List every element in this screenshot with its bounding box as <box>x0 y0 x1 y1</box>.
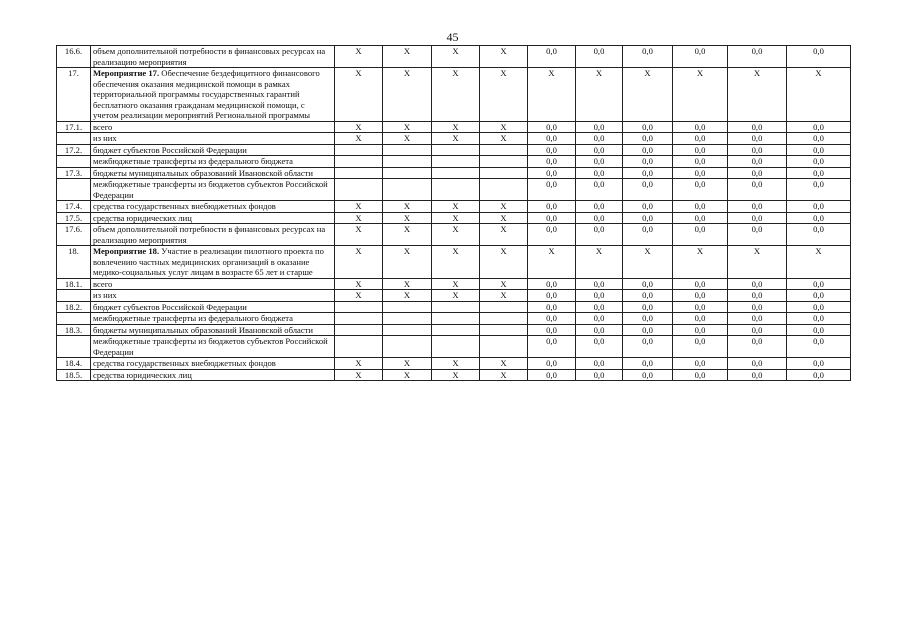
value-cell: 0,0 <box>576 133 623 145</box>
row-number <box>57 179 91 201</box>
value-cell: 0,0 <box>528 179 576 201</box>
row-description <box>91 133 335 145</box>
value-cell: 0,0 <box>623 121 673 133</box>
row-description <box>91 278 335 290</box>
table-row <box>57 369 851 381</box>
value-cell: 0,0 <box>623 179 673 201</box>
row-description <box>91 179 335 201</box>
value-cell: 0,0 <box>528 358 576 370</box>
value-cell: 0,0 <box>728 212 787 224</box>
value-cell: X <box>432 290 480 302</box>
value-cell: 0,0 <box>576 301 623 313</box>
value-cell: X <box>383 369 432 381</box>
value-cell: 0,0 <box>787 144 851 156</box>
value-cell: 0,0 <box>576 144 623 156</box>
row-number <box>57 290 91 302</box>
value-cell: 0,0 <box>673 46 728 68</box>
value-cell: X <box>335 358 383 370</box>
description-text: бюджеты муниципальных образований Ивановской области <box>93 167 314 178</box>
value-cell: 0,0 <box>528 156 576 168</box>
value-cell <box>432 144 480 156</box>
value-cell: 0,0 <box>528 46 576 68</box>
value-cell: 0,0 <box>576 313 623 325</box>
table-row <box>57 301 851 313</box>
table-row <box>57 167 851 179</box>
value-cell <box>383 156 432 168</box>
value-cell: X <box>432 121 480 133</box>
value-cell <box>432 167 480 179</box>
value-cell: 0,0 <box>673 336 728 358</box>
row-description <box>91 358 335 370</box>
value-cell: 0,0 <box>576 369 623 381</box>
value-cell <box>432 301 480 313</box>
value-cell <box>432 179 480 201</box>
value-cell <box>480 301 528 313</box>
table-row <box>57 156 851 168</box>
row-description <box>91 336 335 358</box>
value-cell: 0,0 <box>728 324 787 336</box>
row-number <box>57 313 91 325</box>
row-description <box>91 68 335 122</box>
description-text: средства юридических лиц <box>93 212 192 223</box>
value-cell: X <box>623 246 673 279</box>
row-description <box>91 156 335 168</box>
description-text: средства государственных внебюджетных фондов <box>93 358 276 368</box>
value-cell: 0,0 <box>623 358 673 370</box>
budget-table <box>56 45 851 381</box>
description-text: бюджет субъектов Российской Федерации <box>93 144 247 155</box>
value-cell: 0,0 <box>787 369 851 381</box>
value-cell: 0,0 <box>673 121 728 133</box>
value-cell: 0,0 <box>673 167 728 179</box>
description-text: Обеспечение бездефицитного финансового обеспечения оказания медицинской помощи в рамках территориальной программы государственных гарантий бесплатного оказания гражданам медицинской помощи, с учетом реализации мероприятий Региональной программы <box>93 68 320 120</box>
table-row <box>57 144 851 156</box>
value-cell: X <box>576 68 623 122</box>
value-cell: 0,0 <box>528 301 576 313</box>
value-cell: X <box>383 358 432 370</box>
description-text: бюджеты муниципальных образований Ивановской области <box>93 324 314 335</box>
value-cell <box>383 301 432 313</box>
value-cell: X <box>528 68 576 122</box>
value-cell: X <box>335 246 383 279</box>
value-cell: X <box>432 358 480 370</box>
value-cell <box>335 156 383 168</box>
value-cell: 0,0 <box>728 46 787 68</box>
value-cell: X <box>383 224 432 246</box>
value-cell: X <box>432 224 480 246</box>
value-cell: 0,0 <box>576 179 623 201</box>
value-cell: 0,0 <box>787 156 851 168</box>
value-cell: X <box>480 68 528 122</box>
value-cell <box>432 313 480 325</box>
value-cell: 0,0 <box>623 133 673 145</box>
value-cell: 0,0 <box>728 336 787 358</box>
table-row <box>57 133 851 145</box>
row-number: 17.6. <box>57 224 91 246</box>
row-number: 16.6. <box>57 46 91 68</box>
value-cell: 0,0 <box>576 212 623 224</box>
value-cell: X <box>383 201 432 213</box>
value-cell: 0,0 <box>787 212 851 224</box>
value-cell <box>335 324 383 336</box>
row-number: 18.3. <box>57 324 91 336</box>
row-number: 17.2. <box>57 144 91 156</box>
value-cell: 0,0 <box>728 156 787 168</box>
value-cell: 0,0 <box>528 313 576 325</box>
value-cell: X <box>480 133 528 145</box>
value-cell: 0,0 <box>673 313 728 325</box>
value-cell <box>383 144 432 156</box>
value-cell: 0,0 <box>576 324 623 336</box>
value-cell: 0,0 <box>673 179 728 201</box>
value-cell: 0,0 <box>787 224 851 246</box>
value-cell <box>480 336 528 358</box>
description-text: объем дополнительной потребности в финансовых ресурсах на реализацию мероприятия <box>93 46 326 67</box>
row-description <box>91 144 335 156</box>
table-row <box>57 179 851 201</box>
row-number <box>57 133 91 145</box>
value-cell: X <box>432 201 480 213</box>
value-cell: 0,0 <box>623 224 673 246</box>
row-number <box>57 156 91 168</box>
table-row <box>57 290 851 302</box>
row-number: 17.4. <box>57 201 91 213</box>
description-text: межбюджетные трансферты из бюджетов субъектов Российской Федерации <box>93 179 328 200</box>
value-cell <box>383 336 432 358</box>
value-cell: 0,0 <box>673 212 728 224</box>
value-cell: 0,0 <box>623 369 673 381</box>
value-cell: 0,0 <box>673 358 728 370</box>
table-row <box>57 121 851 133</box>
value-cell: 0,0 <box>728 301 787 313</box>
value-cell: 0,0 <box>576 290 623 302</box>
value-cell: X <box>432 212 480 224</box>
value-cell: 0,0 <box>623 46 673 68</box>
value-cell <box>480 144 528 156</box>
value-cell: X <box>673 68 728 122</box>
value-cell: 0,0 <box>528 369 576 381</box>
value-cell: 0,0 <box>528 324 576 336</box>
table-row <box>57 224 851 246</box>
value-cell: 0,0 <box>576 46 623 68</box>
value-cell: 0,0 <box>528 278 576 290</box>
description-text: бюджет субъектов Российской Федерации <box>93 301 247 312</box>
row-number: 18.1. <box>57 278 91 290</box>
value-cell: X <box>335 224 383 246</box>
value-cell: 0,0 <box>623 167 673 179</box>
value-cell: X <box>728 68 787 122</box>
value-cell: 0,0 <box>728 167 787 179</box>
value-cell: 0,0 <box>728 358 787 370</box>
value-cell <box>335 167 383 179</box>
value-cell: 0,0 <box>576 121 623 133</box>
value-cell: 0,0 <box>728 133 787 145</box>
value-cell: X <box>480 212 528 224</box>
table-row <box>57 212 851 224</box>
value-cell: 0,0 <box>528 167 576 179</box>
value-cell <box>335 301 383 313</box>
row-number: 18.2. <box>57 301 91 313</box>
value-cell: 0,0 <box>728 224 787 246</box>
value-cell: 0,0 <box>576 201 623 213</box>
table-row <box>57 358 851 370</box>
value-cell: 0,0 <box>787 336 851 358</box>
row-description <box>91 246 335 279</box>
value-cell: 0,0 <box>623 290 673 302</box>
value-cell <box>383 167 432 179</box>
value-cell: X <box>335 46 383 68</box>
value-cell: 0,0 <box>787 278 851 290</box>
value-cell: X <box>335 201 383 213</box>
description-text: межбюджетные трансферты из бюджетов субъектов Российской Федерации <box>93 336 328 357</box>
row-number: 18.5. <box>57 369 91 381</box>
value-cell <box>335 144 383 156</box>
row-number: 17.1. <box>57 121 91 133</box>
description-text: средства юридических лиц <box>93 369 192 380</box>
value-cell <box>480 313 528 325</box>
value-cell: 0,0 <box>576 167 623 179</box>
value-cell: X <box>383 290 432 302</box>
value-cell: 0,0 <box>728 278 787 290</box>
value-cell: 0,0 <box>623 144 673 156</box>
value-cell: 0,0 <box>623 301 673 313</box>
value-cell: 0,0 <box>787 358 851 370</box>
value-cell: X <box>787 68 851 122</box>
value-cell: X <box>480 224 528 246</box>
value-cell: X <box>480 46 528 68</box>
description-text: средства государственных внебюджетных фондов <box>93 201 276 211</box>
value-cell: 0,0 <box>528 290 576 302</box>
value-cell: 0,0 <box>528 144 576 156</box>
value-cell: X <box>383 121 432 133</box>
row-description <box>91 46 335 68</box>
description-text: из них <box>93 133 117 143</box>
description-text: Участие в реализации пилотного проекта по вовлечению частных медицинских организаций в оказание медико-социальных услуг лицам в возрасте 65 лет и старше <box>93 246 324 277</box>
value-cell: 0,0 <box>673 290 728 302</box>
row-description <box>91 224 335 246</box>
value-cell: 0,0 <box>623 201 673 213</box>
row-description <box>91 167 335 179</box>
value-cell: 0,0 <box>673 133 728 145</box>
value-cell: 0,0 <box>673 201 728 213</box>
value-cell: X <box>480 358 528 370</box>
value-cell: 0,0 <box>673 224 728 246</box>
value-cell: X <box>432 246 480 279</box>
value-cell: 0,0 <box>728 179 787 201</box>
table-row <box>57 201 851 213</box>
value-cell: 0,0 <box>623 278 673 290</box>
value-cell: X <box>576 246 623 279</box>
value-cell <box>335 179 383 201</box>
table-row <box>57 313 851 325</box>
value-cell: 0,0 <box>528 201 576 213</box>
value-cell: X <box>383 133 432 145</box>
value-cell: X <box>335 68 383 122</box>
value-cell: 0,0 <box>528 212 576 224</box>
value-cell: 0,0 <box>623 212 673 224</box>
value-cell: 0,0 <box>576 336 623 358</box>
value-cell: X <box>480 278 528 290</box>
value-cell: 0,0 <box>528 121 576 133</box>
value-cell <box>480 179 528 201</box>
description-text: всего <box>93 278 113 289</box>
value-cell: 0,0 <box>673 156 728 168</box>
value-cell: 0,0 <box>528 133 576 145</box>
value-cell: 0,0 <box>576 224 623 246</box>
description-text: межбюджетные трансферты из федерального бюджета <box>93 156 293 166</box>
value-cell: X <box>432 68 480 122</box>
table-row <box>57 336 851 358</box>
description-text: всего <box>93 121 113 132</box>
value-cell: 0,0 <box>787 167 851 179</box>
table-row <box>57 46 851 68</box>
value-cell: 0,0 <box>787 324 851 336</box>
value-cell <box>335 313 383 325</box>
value-cell: 0,0 <box>728 290 787 302</box>
row-description <box>91 313 335 325</box>
row-description <box>91 369 335 381</box>
row-number: 17. <box>57 68 91 122</box>
row-description <box>91 212 335 224</box>
value-cell: X <box>383 46 432 68</box>
value-cell: X <box>383 246 432 279</box>
measure-title: Мероприятие 18. <box>93 246 160 256</box>
description-text: из них <box>93 290 117 300</box>
row-number: 17.5. <box>57 212 91 224</box>
value-cell: 0,0 <box>787 133 851 145</box>
value-cell: 0,0 <box>787 201 851 213</box>
value-cell: 0,0 <box>673 144 728 156</box>
value-cell: 0,0 <box>728 201 787 213</box>
value-cell: 0,0 <box>728 369 787 381</box>
value-cell <box>432 336 480 358</box>
row-description <box>91 201 335 213</box>
value-cell: 0,0 <box>528 224 576 246</box>
value-cell <box>432 156 480 168</box>
value-cell: X <box>480 246 528 279</box>
value-cell: 0,0 <box>728 313 787 325</box>
value-cell: X <box>335 133 383 145</box>
value-cell: X <box>383 68 432 122</box>
row-number: 17.3. <box>57 167 91 179</box>
measure-title: Мероприятие 17. <box>93 68 160 78</box>
value-cell <box>432 324 480 336</box>
table-row <box>57 324 851 336</box>
value-cell: X <box>383 278 432 290</box>
row-description <box>91 121 335 133</box>
value-cell: 0,0 <box>576 278 623 290</box>
value-cell: 0,0 <box>787 179 851 201</box>
value-cell: X <box>480 290 528 302</box>
row-number: 18.4. <box>57 358 91 370</box>
value-cell: 0,0 <box>787 121 851 133</box>
value-cell: 0,0 <box>787 46 851 68</box>
value-cell: 0,0 <box>673 301 728 313</box>
value-cell: X <box>787 246 851 279</box>
value-cell: 0,0 <box>787 301 851 313</box>
value-cell: 0,0 <box>576 156 623 168</box>
value-cell <box>383 324 432 336</box>
row-description <box>91 290 335 302</box>
table-row <box>57 278 851 290</box>
description-text: объем дополнительной потребности в финансовых ресурсах на реализацию мероприятия <box>93 224 326 245</box>
value-cell: X <box>480 369 528 381</box>
value-cell <box>480 167 528 179</box>
value-cell: X <box>480 121 528 133</box>
table-row <box>57 246 851 279</box>
value-cell: X <box>432 133 480 145</box>
value-cell: 0,0 <box>623 313 673 325</box>
value-cell: 0,0 <box>728 121 787 133</box>
value-cell: 0,0 <box>623 324 673 336</box>
page-number: 45 <box>446 30 459 44</box>
value-cell: X <box>623 68 673 122</box>
value-cell: 0,0 <box>673 278 728 290</box>
description-text: межбюджетные трансферты из федерального бюджета <box>93 313 293 323</box>
value-cell: X <box>480 201 528 213</box>
value-cell: 0,0 <box>728 144 787 156</box>
value-cell: X <box>335 278 383 290</box>
value-cell: 0,0 <box>528 336 576 358</box>
value-cell <box>480 156 528 168</box>
value-cell: X <box>335 212 383 224</box>
row-number <box>57 336 91 358</box>
value-cell <box>383 313 432 325</box>
value-cell: 0,0 <box>623 156 673 168</box>
value-cell: X <box>383 212 432 224</box>
value-cell <box>480 324 528 336</box>
value-cell: 0,0 <box>623 336 673 358</box>
value-cell: 0,0 <box>673 369 728 381</box>
row-description <box>91 301 335 313</box>
value-cell: 0,0 <box>787 290 851 302</box>
value-cell: X <box>432 46 480 68</box>
row-number: 18. <box>57 246 91 279</box>
row-description <box>91 324 335 336</box>
value-cell: 0,0 <box>576 358 623 370</box>
table-row <box>57 68 851 122</box>
value-cell: X <box>432 369 480 381</box>
value-cell: 0,0 <box>673 324 728 336</box>
value-cell: X <box>728 246 787 279</box>
value-cell: X <box>335 290 383 302</box>
value-cell: X <box>528 246 576 279</box>
value-cell: X <box>335 369 383 381</box>
value-cell: X <box>673 246 728 279</box>
value-cell: X <box>432 278 480 290</box>
value-cell: X <box>335 121 383 133</box>
value-cell: 0,0 <box>787 313 851 325</box>
value-cell <box>383 179 432 201</box>
value-cell <box>335 336 383 358</box>
